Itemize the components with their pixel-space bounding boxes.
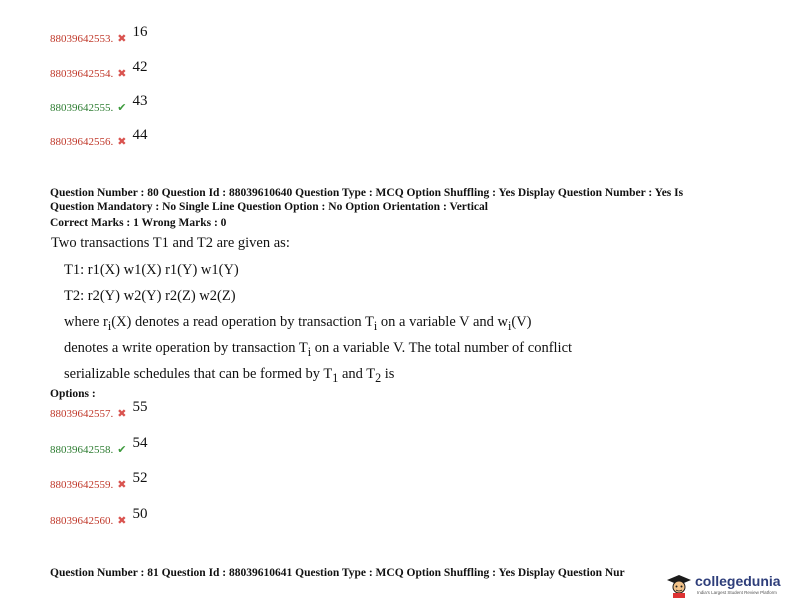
wrong-mark-icon: ✖ <box>117 515 127 527</box>
question-marks: Correct Marks : 1 Wrong Marks : 0 <box>50 217 227 229</box>
option-row <box>50 59 148 80</box>
transaction-t1: T1: r1(X) w1(X) r1(Y) w1(Y) <box>64 262 239 278</box>
graduate-mascot-icon <box>666 572 692 598</box>
transaction-t2: T2: r2(Y) w2(Y) r2(Z) w2(Z) <box>64 288 236 304</box>
option-id: 88039642557. <box>50 408 114 420</box>
option-value: 52 <box>132 470 148 486</box>
option-value: 50 <box>132 506 148 522</box>
option-id: 88039642553. <box>50 33 114 45</box>
option-row <box>50 435 148 456</box>
logo-tagline: India's Largest Student Review Platform <box>697 590 777 595</box>
option-id: 88039642555. <box>50 102 114 114</box>
option-row <box>50 24 148 45</box>
option-id: 88039642556. <box>50 136 114 148</box>
option-row <box>50 127 148 148</box>
option-value: 43 <box>132 93 148 109</box>
correct-check-icon: ✔ <box>117 102 127 114</box>
option-value: 44 <box>132 127 148 143</box>
question-text-line: where $r_i(X)$ denotes a read operation by transaction $T_i$ on a variable V and $w_i(V)$ <box>64 314 532 333</box>
option-row <box>50 506 148 527</box>
correct-check-icon: ✔ <box>117 444 127 456</box>
option-value: 55 <box>132 399 148 415</box>
question-header-line2: Question Mandatory : No Single Line Question Option : No Option Orientation : Vertical <box>50 201 488 213</box>
wrong-mark-icon: ✖ <box>117 408 127 420</box>
option-row <box>50 93 148 114</box>
wrong-mark-icon: ✖ <box>117 33 127 45</box>
question-text-line: denotes a write operation by transaction $T_i$ on a variable V. The total number of conflict <box>64 340 573 359</box>
option-id: 88039642559. <box>50 479 114 491</box>
options-label: Options : <box>50 388 96 400</box>
logo-name: collegedunia <box>695 573 781 589</box>
wrong-mark-icon: ✖ <box>117 136 127 148</box>
option-value: 16 <box>132 24 148 40</box>
option-id: 88039642560. <box>50 515 114 527</box>
question-text-line: serializable schedules that can be formed by $T_1$ and $T_2$ is <box>64 366 395 385</box>
option-value: 42 <box>132 59 148 75</box>
option-row <box>50 399 148 420</box>
collegedunia-logo <box>666 568 786 604</box>
option-id: 88039642558. <box>50 444 114 456</box>
question-intro: Two transactions T1 and T2 are given as: <box>51 235 290 251</box>
question-header-line1: Question Number : 80 Question Id : 88039610640 Question Type : MCQ Option Shuffling : Yes Display Question Number : Yes Is <box>50 187 684 199</box>
wrong-mark-icon: ✖ <box>117 68 127 80</box>
wrong-mark-icon: ✖ <box>117 479 127 491</box>
option-value: 54 <box>132 435 148 451</box>
next-question-header: Question Number : 81 Question Id : 88039610641 Question Type : MCQ Option Shuffling : Yes Display Question Nur <box>50 567 625 579</box>
option-row <box>50 470 148 491</box>
option-id: 88039642554. <box>50 68 114 80</box>
